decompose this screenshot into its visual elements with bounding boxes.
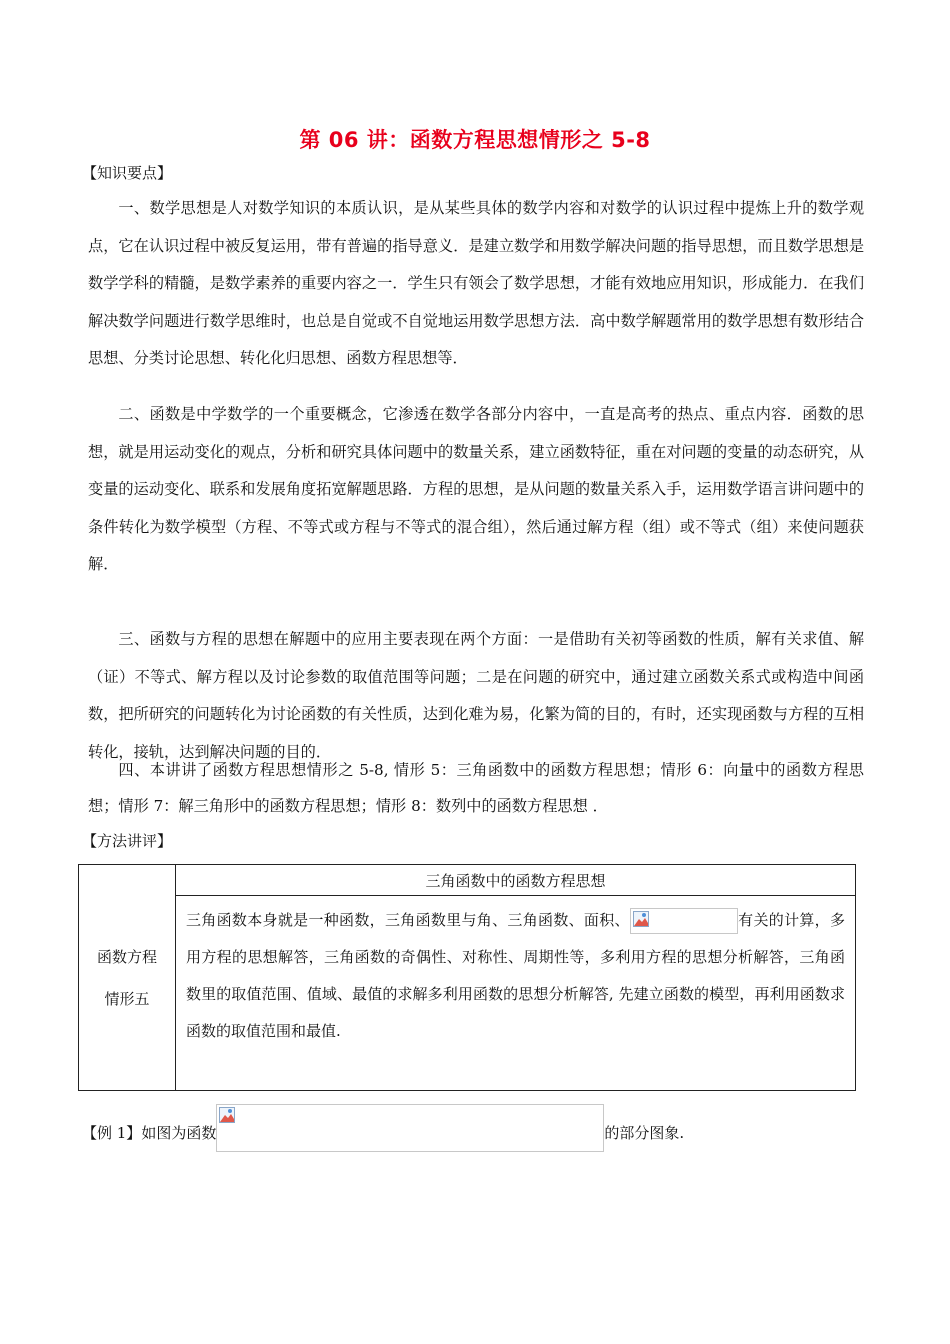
side-label-line2: 情形五 xyxy=(104,989,150,1008)
section-method-heading: 【方法讲评】 xyxy=(82,832,173,850)
method-side-cell xyxy=(79,865,176,1091)
example-label: 【例 1】 xyxy=(82,1124,142,1142)
method-body-cell xyxy=(176,896,856,1091)
formula-image xyxy=(630,908,738,934)
paragraph-2: 二、函数是中学数学的一个重要概念，它渗透在数学各部分内容中，一直是高考的热点、重点内容．函数的思想，就是用运动变化的观点，分析和研究具体问题中的数量关系，建立函数特征，重在对问题的变量的动态研究，从变量的运动变化、联系和发展角度拓宽解题思路．方程的思想，是从问题的数量关系入手，运用数学语言讲问题中的条件转化为数学模型（方程、不等式或方程与不等式的混合组），然后通过解方程（组）或不等式（组）来使问题获解． xyxy=(88,405,864,573)
example-1 xyxy=(82,1104,684,1152)
function-formula-image xyxy=(216,1104,604,1152)
broken-image-icon xyxy=(219,1107,235,1123)
paragraph-3: 三、函数与方程的思想在解题中的应用主要表现在两个方面：一是借助有关初等函数的性质，解有关求值、解（证）不等式、解方程以及讨论参数的取值范围等问题；二是在问题的研究中，通过建立函数关系式或构造中间函数，把所研究的问题转化为讨论函数的有关性质，达到化难为易，化繁为简的目的，有时，还实现函数与方程的互相转化，接轨，达到解决问题的目的． xyxy=(88,630,864,761)
method-body-text-1: 三角函数本身就是一种函数，三角函数里与角、三角函数、面积、 xyxy=(186,911,630,929)
page-title: 第 06 讲：函数方程思想情形之 5-8 xyxy=(299,128,651,152)
broken-image-icon xyxy=(633,911,649,927)
paragraph-4: 四、本讲讲了函数方程思想情形之 5-8, 情形 5：三角函数中的函数方程思想；情形 6：向量中的函数方程思想；情形 7：解三角形中的函数方程思想；情形 8：数列中的函数方程思想 ． xyxy=(88,761,864,815)
method-body-text-2: 有关的计算，多用方程的思想解答，三角函数的奇偶性、对称性、周期性等，多利用方程的思想分析解答，三角函数里的取值范围、值域、最值的求解多利用函数的思想分析解答, 先建立函数的模型，再利用函数求函数的取值范围和最值. xyxy=(186,911,845,1040)
side-label-line1: 函数方程 xyxy=(96,947,157,966)
paragraph-1: 一、数学思想是人对数学知识的本质认识，是从某些具体的数学内容和对数学的认识过程中提炼上升的数学观点，它在认识过程中被反复运用，带有普遍的指导意义．是建立数学和用数学解决问题的指导思想，而且数学思想是数学学科的精髓，是数学素养的重要内容之一．学生只有领会了数学思想，才能有效地应用知识，形成能力．在我们解决数学问题进行数学思维时，也总是自觉或不自觉地运用数学思想方法．高中数学解题常用的数学思想有数形结合思想、分类讨论思想、转化化归思想、函数方程思想等． xyxy=(88,199,864,367)
method-header-cell: 三角函数中的函数方程思想 xyxy=(176,865,856,896)
example-prefix: 如图为函数 xyxy=(141,1124,217,1142)
method-table xyxy=(78,864,856,1091)
example-suffix: 的部分图象. xyxy=(604,1124,685,1142)
section-knowledge-heading: 【知识要点】 xyxy=(82,164,173,182)
